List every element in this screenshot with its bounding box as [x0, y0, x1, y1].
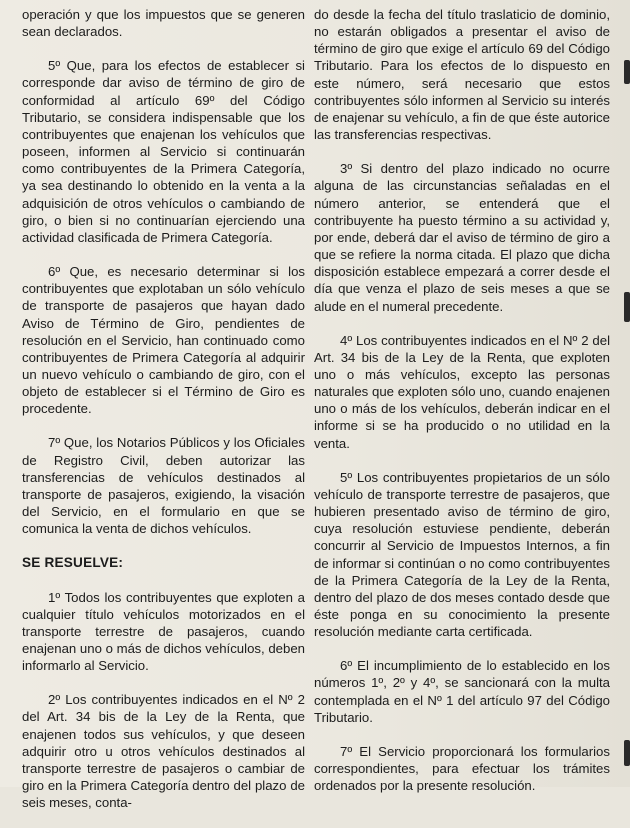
resuelve-4: 4º Los contribuyentes indicados en el Nº 2 del Art. 34 bis de la Ley de la Renta, que exploten uno o más vehículos, excepto las personas naturales que exploten sólo uno, cuando enajenen uno o más de los vehículos, deberán indicar en el informe si se ha producido o no utilidad en la venta. [314, 332, 610, 451]
resuelve-1: 1º Todos los contribuyentes que exploten a cualquier título vehículos motorizados en el transporte terrestre de pasajeros, cuando enajenan uno o más de dichos vehículos, deben informarlo al Servicio. [22, 589, 306, 674]
page-edge-shadow [624, 740, 630, 766]
resuelve-3: 3º Si dentro del plazo indicado no ocurre alguna de las circunstancias señaladas en el número anterior, se entenderá que el contribuyente ha puesto término a su actividad y, por ende, deberá dar el aviso de término de giro a que se refiere la norma citada. El plazo que dicha disposición establece empezará a correr desde el día que venza el plazo de seis meses a que se alude en el numeral precedente. [314, 161, 610, 314]
resolution-heading: SE RESUELVE: [22, 555, 124, 571]
left-paragraph-continuation: operación y que los impuestos que se generen sean declarados. [22, 7, 305, 40]
resuelve-5: 5º Los contribuyentes propietarios de un sólo vehículo de transporte terrestre de pasajeros, que hubieren presentado aviso de término de giro, cuya resolución estuviese pendiente, deberán concurrir al Servicio de Impuestos Internos, a fin de informar si continúan o no como contribuyentes de la Primera Categoría de la Ley de la Renta, dentro del plazo de dos meses contado desde que éste ponga en su conocimiento la presente resolución mediante carta certificada. [314, 469, 610, 640]
resuelve-2-continuation: do desde la fecha del título traslaticio de dominio, no estarán obligados a presentar el aviso de término de giro que exige el artículo 69 del Código Tributario. Para los efectos de lo dispuesto en este número, será necesario que estos contribuyentes sólo informen al Servicio su interés de enajenar su vehículo, a fin de que éste autorice las transferencias respectivas. [314, 7, 610, 143]
left-column [22, 6, 305, 828]
page-edge-shadow [624, 292, 630, 322]
right-column [314, 6, 610, 811]
considerando-6: 6º Que, es necesario determinar si los contribuyentes que explotaban un sólo vehículo de transporte de pasajeros que hayan dado Aviso de Término de Giro, pendientes de resolución en el Servicio, han continuado como contribuyentes de Primera Categoría al adquirir un nuevo vehículo o cambiando de giro, con el objeto de establecer si el Término de Giro es procedente. [22, 264, 305, 417]
considerando-5: 5º Que, para los efectos de establecer si corresponde dar aviso de término de giro de conformidad al artículo 69º del Código Tributario, se considera indispensable que los contribuyentes que enajenan los vehículos que poseen, informen al Servicio si continuarán como contribuyentes de la Primera Categoría, ya sea destinando lo obtenido en la venta a la adquisición de otros vehículos o cambiando de giro, o bien si no continuarían ejerciendo una actividad clasificada de Primera Categoría. [22, 58, 305, 245]
resuelve-2: 2º Los contribuyentes indicados en el Nº 2 del Art. 34 bis de la Ley de la Renta, que enajenen todos sus vehículos, y que deseen adquirir otro u otros vehículos destinados al transporte terrestre de pasajeros o cambiar de giro en la Primera Categoría dentro del plazo de seis meses, conta- [22, 692, 305, 811]
considerando-7: 7º Que, los Notarios Públicos y los Oficiales de Registro Civil, deben autorizar las transferencias de vehículos destinados al transporte de pasajeros, exigiendo, la visación del Servicio, en el formulario en que se comunica la venta de dichos vehículos. [22, 435, 305, 537]
resuelve-6: 6º El incumplimiento de lo establecido en los números 1º, 2º y 4º, se sancionará con la multa contemplada en el Nº 1 del artículo 97 del Código Tributario. [314, 658, 610, 725]
resuelve-7: 7º El Servicio proporcionará los formularios correspondientes, para efectuar los trámites ordenados por la presente resolución. [314, 743, 610, 794]
page-edge-shadow [624, 60, 630, 84]
